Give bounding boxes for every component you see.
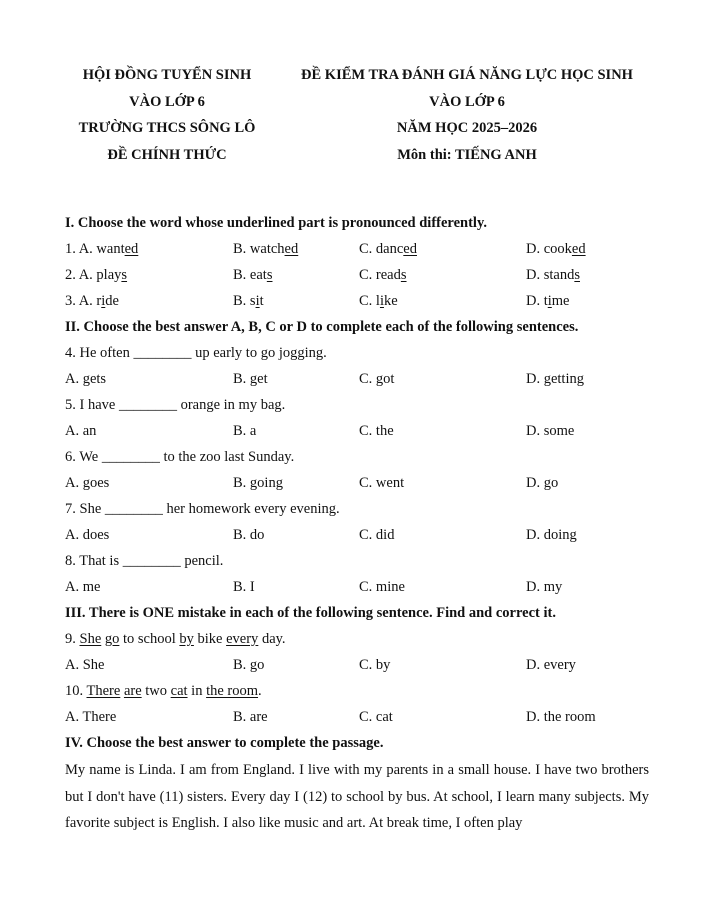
- question-4-stem: 4. He often ________ up early to go jogging.: [65, 345, 327, 361]
- option-a: 1. A. wanted: [65, 241, 139, 257]
- option-c: C. cat: [359, 709, 393, 725]
- underlined-part: i: [547, 293, 552, 309]
- underlined-word: There: [86, 683, 121, 699]
- option-b: B. a: [233, 423, 257, 439]
- underlined-word: go: [104, 631, 120, 647]
- option-a: A. does: [65, 527, 110, 543]
- question-8-stem: 8. That is ________ pencil.: [65, 553, 224, 569]
- header-right: [282, 62, 652, 168]
- underlined-part: s: [121, 267, 128, 283]
- section-3-title: III. There is ONE mistake in each of the following sentence. Find and correct it.: [65, 605, 556, 621]
- option-c: C. mine: [359, 579, 405, 595]
- question-3-options: [65, 288, 649, 314]
- question-7-options: [65, 522, 649, 548]
- underlined-part: i: [379, 293, 384, 309]
- underlined-word: by: [179, 631, 194, 647]
- option-c: C. the: [359, 423, 394, 439]
- underlined-word: cat: [170, 683, 188, 699]
- underlined-word: are: [123, 683, 142, 699]
- official-label: ĐỀ CHÍNH THỨC: [107, 146, 227, 163]
- question-10-stem: 10. There are two cat in the room.: [65, 683, 262, 699]
- question-9-options: [65, 652, 649, 678]
- exam-content: [65, 210, 649, 837]
- underlined-part: ed: [284, 241, 299, 257]
- question-5-stem: 5. I have ________ orange in my bag.: [65, 397, 286, 413]
- underlined-part: ed: [571, 241, 586, 257]
- option-b: B. eats: [233, 267, 273, 283]
- council-name: HỘI ĐỒNG TUYỂN SINH: [82, 67, 252, 83]
- section-4-title: IV. Choose the best answer to complete the passage.: [65, 735, 384, 751]
- exam-title: ĐỀ KIỂM TRA ĐÁNH GIÁ NĂNG LỰC HỌC SINH: [301, 67, 633, 83]
- question-6-options: [65, 470, 649, 496]
- question-7-stem: 7. She ________ her homework every evening.: [65, 501, 340, 517]
- option-d: D. stands: [526, 267, 580, 283]
- option-c: C. reads: [359, 267, 407, 283]
- option-a: A. She: [65, 657, 105, 673]
- school-name: TRƯỜNG THCS SÔNG LÔ: [78, 120, 256, 136]
- underlined-part: i: [255, 293, 260, 309]
- underlined-part: s: [266, 267, 273, 283]
- question-8-options: [65, 574, 649, 600]
- question-2-options: [65, 262, 649, 288]
- option-a: 3. A. ride: [65, 293, 119, 309]
- option-d: D. cooked: [526, 241, 586, 257]
- option-b: B. I: [233, 579, 255, 595]
- option-a: A. gets: [65, 371, 107, 387]
- option-d: D. doing: [526, 527, 577, 543]
- question-10-options: [65, 704, 649, 730]
- option-c: C. by: [359, 657, 391, 673]
- question-6-stem: 6. We ________ to the zoo last Sunday.: [65, 449, 295, 465]
- grade-label: VÀO LỚP 6: [129, 93, 205, 110]
- school-year: NĂM HỌC 2025–2026: [396, 120, 538, 136]
- underlined-part: i: [101, 293, 106, 309]
- underlined-part: s: [400, 267, 407, 283]
- reading-passage: My name is Linda. I am from England. I live with my parents in a small house. I have two brothers but I don't have (11) sisters. Every day I (12) to school by bus. At school, I learn many subjects. My favorite subject is English. I also like music and art. At break time, I often play: [65, 762, 649, 831]
- underlined-word: every: [226, 631, 259, 647]
- option-d: D. getting: [526, 371, 584, 387]
- underlined-part: ed: [124, 241, 139, 257]
- option-a: A. goes: [65, 475, 110, 491]
- option-c: C. like: [359, 293, 398, 309]
- question-9-stem: 9. She go to school by bike every day.: [65, 631, 286, 647]
- option-b: B. going: [233, 475, 283, 491]
- question-4-options: [65, 366, 649, 392]
- option-d: D. go: [526, 475, 559, 491]
- option-d: D. every: [526, 657, 576, 673]
- option-c: C. danced: [359, 241, 417, 257]
- option-d: D. some: [526, 423, 575, 439]
- question-1-options: [65, 236, 649, 262]
- section-2-title: II. Choose the best answer A, B, C or D to complete each of the following sentences.: [65, 319, 579, 335]
- question-5-options: [65, 418, 649, 444]
- option-d: D. my: [526, 579, 563, 595]
- exam-grade: VÀO LỚP 6: [429, 93, 505, 110]
- option-b: B. get: [233, 371, 268, 387]
- section-1-title: I. Choose the word whose underlined part is pronounced differently.: [65, 215, 488, 231]
- option-a: A. There: [65, 709, 117, 725]
- option-d: D. the room: [526, 709, 596, 725]
- option-d: D. time: [526, 293, 570, 309]
- subject-label: Môn thi: TIẾNG ANH: [397, 146, 537, 163]
- option-b: B. watched: [233, 241, 299, 257]
- option-b: B. go: [233, 657, 265, 673]
- underlined-part: ed: [403, 241, 417, 257]
- header-left: [40, 62, 294, 168]
- option-c: C. got: [359, 371, 395, 387]
- option-b: B. are: [233, 709, 268, 725]
- option-a: 2. A. plays: [65, 267, 128, 283]
- underlined-word: the room: [206, 683, 259, 699]
- underlined-word: She: [79, 631, 102, 647]
- option-b: B. do: [233, 527, 265, 543]
- underlined-part: s: [574, 267, 580, 283]
- option-b: B. sit: [233, 293, 264, 309]
- option-c: C. did: [359, 527, 395, 543]
- option-a: A. me: [65, 579, 101, 595]
- option-c: C. went: [359, 475, 405, 491]
- option-a: A. an: [65, 423, 97, 439]
